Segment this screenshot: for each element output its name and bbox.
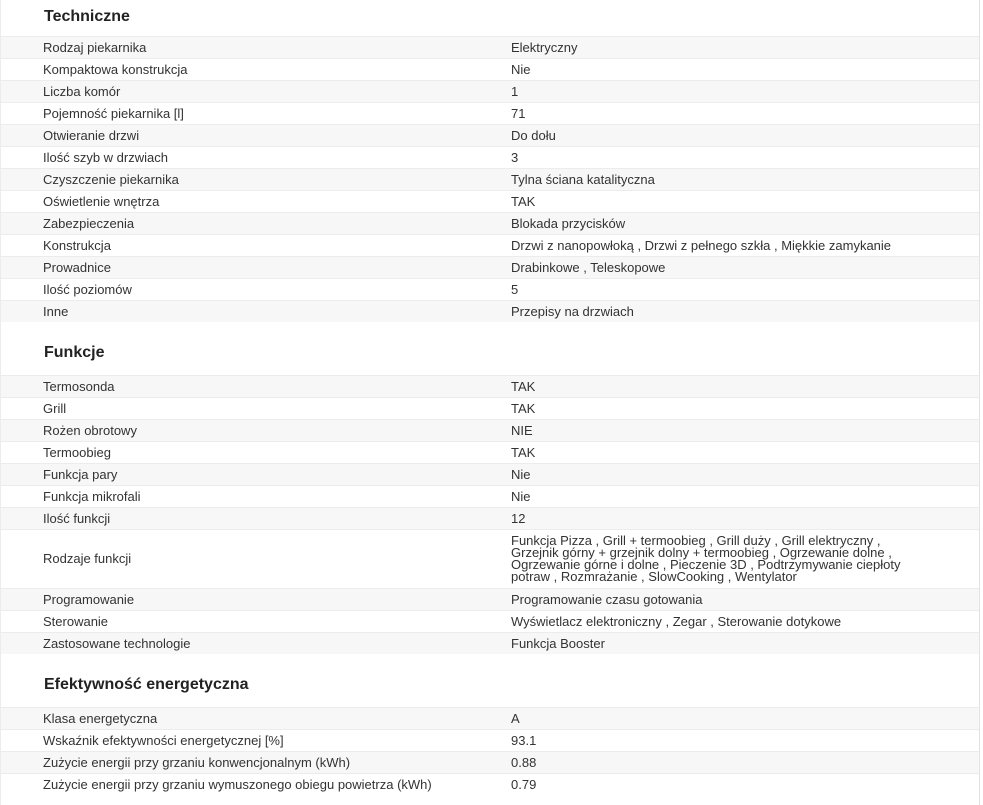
table-row [1,125,979,147]
spec-label: Ilość poziomów [1,279,511,301]
spec-label: Ilość szyb w drzwiach [1,147,511,169]
spec-label: Liczba komór [1,81,511,103]
spec-value: TAK [511,376,979,398]
section-title: Efektywność energetyczna [44,676,249,693]
table-row [1,279,979,301]
table-row [1,633,979,655]
table-row [1,191,979,213]
spec-value: TAK [511,442,979,464]
spec-label: Kompaktowa konstrukcja [1,59,511,81]
spec-value: 93.1 [511,730,979,752]
table-row [1,589,979,611]
table-row [1,752,979,774]
spec-label: Funkcja mikrofali [1,486,511,508]
spec-value: TAK [511,398,979,420]
spec-label: Inne [1,301,511,323]
spec-value: NIE [511,420,979,442]
spec-value: Wyświetlacz elektroniczny , Zegar , Sterowanie dotykowe [511,611,979,633]
spec-value: Nie [511,464,979,486]
spec-label: Rodzaj piekarnika [1,37,511,59]
table-row [1,398,979,420]
table-row [1,611,979,633]
spec-table [1,707,979,795]
spec-label: Rożen obrotowy [1,420,511,442]
spec-label: Zużycie energii przy grzaniu wymuszonego obiegu powietrza (kWh) [1,774,511,796]
spec-label: Rodzaje funkcji [1,530,511,589]
spec-value: Do dołu [511,125,979,147]
spec-value: Nie [511,59,979,81]
spec-value: 0.88 [511,752,979,774]
spec-label: Czyszczenie piekarnika [1,169,511,191]
table-row [1,37,979,59]
table-row [1,774,979,796]
spec-value: Nie [511,486,979,508]
spec-label: Oświetlenie wnętrza [1,191,511,213]
spec-value: Blokada przycisków [511,213,979,235]
spec-label: Sterowanie [1,611,511,633]
spec-value: 71 [511,103,979,125]
spec-table [1,36,979,322]
spec-value: A [511,708,979,730]
section-efektywnosc-energetyczna [1,654,979,795]
section-techniczne [1,0,979,322]
table-row [1,213,979,235]
section-funkcje [1,322,979,654]
table-row [1,486,979,508]
table-row [1,530,979,589]
table-row [1,59,979,81]
spec-value: Tylna ściana katalityczna [511,169,979,191]
spec-value: Funkcja Pizza , Grill + termoobieg , Grill duży , Grill elektryczny , Grzejnik górny + grzejnik dolny + termoobieg , Ogrzewanie dolne , Ogrzewanie górne i dolne , Pieczenie 3D , Podtrzymywanie ciepłoty potraw , Rozmrażanie , SlowCooking , Wentylator [511,530,979,589]
spec-value: 5 [511,279,979,301]
table-row [1,147,979,169]
table-row [1,708,979,730]
spec-value: Przepisy na drzwiach [511,301,979,323]
section-title: Funkcje [44,344,105,361]
spec-value: Funkcja Booster [511,633,979,655]
table-row [1,103,979,125]
table-row [1,169,979,191]
table-row [1,464,979,486]
spec-label: Otwieranie drzwi [1,125,511,147]
spec-label: Zastosowane technologie [1,633,511,655]
spec-label: Grill [1,398,511,420]
spec-value: Drzwi z nanopowłoką , Drzwi z pełnego szkła , Miękkie zamykanie [511,235,979,257]
spec-value: Drabinkowe , Teleskopowe [511,257,979,279]
spec-label: Pojemność piekarnika [l] [1,103,511,125]
spec-label: Prowadnice [1,257,511,279]
table-row [1,235,979,257]
spec-label: Wskaźnik efektywności energetycznej [%] [1,730,511,752]
spec-label: Termosonda [1,376,511,398]
spec-label: Ilość funkcji [1,508,511,530]
spec-label: Zużycie energii przy grzaniu konwencjonalnym (kWh) [1,752,511,774]
spec-label: Funkcja pary [1,464,511,486]
spec-value: TAK [511,191,979,213]
table-row [1,257,979,279]
table-row [1,376,979,398]
spec-table [1,375,979,654]
spec-value: 0.79 [511,774,979,796]
spec-value: 1 [511,81,979,103]
spec-value: Programowanie czasu gotowania [511,589,979,611]
spec-label: Programowanie [1,589,511,611]
spec-label: Konstrukcja [1,235,511,257]
spec-label: Zabezpieczenia [1,213,511,235]
spec-value: Elektryczny [511,37,979,59]
section-title: Techniczne [44,8,130,25]
table-row [1,442,979,464]
table-row [1,81,979,103]
spec-value: 12 [511,508,979,530]
spec-value: 3 [511,147,979,169]
spec-label: Termoobieg [1,442,511,464]
table-row [1,508,979,530]
table-row [1,420,979,442]
table-row [1,301,979,323]
spec-label: Klasa energetyczna [1,708,511,730]
table-row [1,730,979,752]
